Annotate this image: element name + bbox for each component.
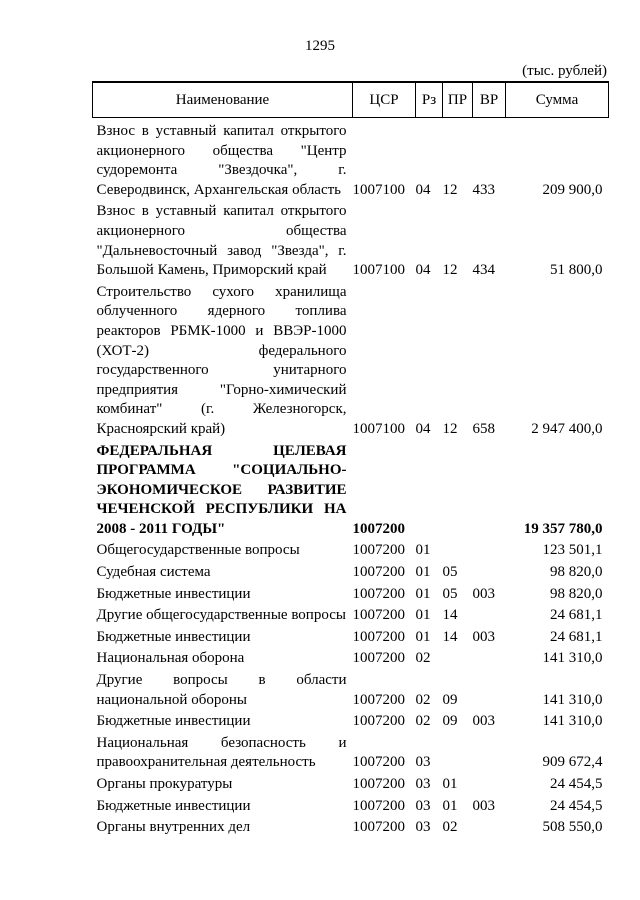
cell-csr: 1007100 — [352, 181, 405, 198]
cell-vr — [473, 648, 506, 670]
cell-rz: 02 — [415, 691, 431, 708]
cell-rz: 02 — [415, 713, 431, 730]
cell-pr — [443, 540, 473, 562]
cell-csr: 1007200 — [352, 776, 405, 792]
cell-name: Судебная система — [96, 564, 211, 581]
header-name: Наименование — [93, 82, 353, 118]
cell-name: Общегосударственные вопросы — [96, 542, 300, 559]
budget-table — [92, 81, 609, 839]
cell-sum: 909 672,4 — [542, 754, 603, 771]
table-row — [93, 796, 609, 818]
cell-vr — [473, 540, 506, 562]
cell-sum: 123 501,1 — [542, 542, 603, 559]
table-row — [93, 540, 609, 562]
cell-rz: 03 — [415, 819, 431, 836]
cell-rz: 04 — [415, 262, 431, 279]
cell-name: Взнос в уставный капитал открытого акционерного общества "Дальневосточный завод "Звезда", г. Большой Камень, Приморский край — [96, 203, 347, 279]
cell-name: ФЕДЕРАЛЬНАЯ ЦЕЛЕВАЯ ПРОГРАММА "СОЦИАЛЬНО-ЭКОНОМИЧЕСКОЕ РАЗВИТИЕ ЧЕЧЕНСКОЙ РЕСПУБЛИКИ НА 2008 - 2011 ГОДЫ" — [96, 442, 347, 537]
cell-csr: 1007200 — [352, 607, 405, 624]
cell-csr: 1007200 — [352, 564, 405, 581]
cell-pr: 09 — [442, 713, 458, 730]
header-rz: Рз — [416, 82, 443, 118]
cell-sum: 24 681,1 — [550, 607, 603, 624]
cell-sum: 51 800,0 — [550, 262, 603, 279]
cell-name: Другие общегосударственные вопросы — [96, 607, 346, 624]
cell-vr: 003 — [472, 585, 495, 602]
cell-sum: 98 820,0 — [550, 564, 603, 581]
table-row — [93, 648, 609, 670]
cell-rz: 02 — [415, 650, 431, 667]
cell-name: Бюджетные инвестиции — [96, 628, 251, 645]
cell-csr: 1007200 — [352, 819, 405, 836]
cell-pr: 12 — [442, 262, 458, 279]
cell-vr: 658 — [472, 420, 495, 437]
header-sum: Сумма — [506, 82, 609, 118]
table-row — [93, 670, 609, 711]
table-header-row — [93, 82, 609, 118]
cell-vr — [473, 733, 506, 774]
cell-sum: 209 900,0 — [542, 181, 603, 198]
cell-name: Другие вопросы в области национальной обороны — [96, 672, 347, 708]
cell-sum: 24 454,5 — [550, 797, 603, 814]
cell-csr: 1007100 — [352, 262, 405, 279]
cell-vr: 434 — [472, 262, 495, 279]
cell-csr: 1007200 — [352, 650, 405, 667]
table-row — [93, 733, 609, 774]
cell-name: Бюджетные инвестиции — [96, 585, 251, 602]
table-row — [93, 817, 609, 839]
cell-vr — [473, 774, 506, 796]
table-row — [93, 711, 609, 733]
table-row — [93, 774, 609, 796]
cell-pr: 12 — [442, 181, 458, 198]
cell-vr — [473, 670, 506, 711]
cell-pr: 12 — [442, 420, 458, 437]
cell-name: Органы прокуратуры — [96, 776, 233, 792]
cell-rz: 04 — [415, 420, 431, 437]
cell-sum: 141 310,0 — [542, 713, 603, 730]
cell-pr: 01 — [442, 797, 458, 814]
cell-name: Национальная безопасность и правоохранительная деятельность — [96, 734, 347, 771]
cell-pr: 09 — [442, 691, 458, 708]
cell-vr: 003 — [472, 628, 495, 645]
cell-pr — [443, 441, 473, 541]
cell-pr — [443, 733, 473, 774]
header-vr: ВР — [473, 82, 506, 118]
cell-rz: 01 — [415, 607, 431, 624]
cell-sum: 98 820,0 — [550, 585, 603, 602]
cell-vr — [473, 605, 506, 627]
table-row — [93, 282, 609, 441]
cell-rz: 04 — [415, 181, 431, 198]
cell-sum: 24 681,1 — [550, 628, 603, 645]
cell-csr: 1007100 — [352, 420, 405, 437]
cell-pr — [443, 648, 473, 670]
cell-pr: 02 — [442, 819, 458, 836]
cell-sum: 141 310,0 — [542, 650, 603, 667]
cell-sum: 2 947 400,0 — [531, 420, 603, 437]
cell-rz: 01 — [415, 585, 431, 602]
page-number: 1295 — [305, 38, 335, 54]
table-row — [93, 562, 609, 584]
cell-pr: 05 — [442, 585, 458, 602]
cell-vr: 003 — [472, 797, 495, 814]
cell-pr: 14 — [442, 607, 458, 624]
cell-csr: 1007200 — [352, 585, 405, 602]
cell-sum: 19 357 780,0 — [523, 520, 603, 537]
cell-vr — [473, 441, 506, 541]
cell-name: Национальная оборона — [96, 650, 245, 667]
cell-rz — [416, 441, 443, 541]
cell-sum: 141 310,0 — [542, 691, 603, 708]
cell-pr: 05 — [442, 564, 458, 581]
cell-name: Взнос в уставный капитал открытого акционерного общества "Центр судоремонта "Звездочка", г. Северодвинск, Архангельская область — [96, 123, 347, 198]
header-csr: ЦСР — [353, 82, 416, 118]
table-row — [93, 584, 609, 606]
units-label: (тыс. рублей) — [522, 63, 607, 79]
cell-csr: 1007200 — [352, 520, 405, 537]
cell-csr: 1007200 — [352, 542, 405, 559]
cell-pr: 14 — [442, 628, 458, 645]
cell-vr: 003 — [472, 713, 495, 730]
cell-name: Бюджетные инвестиции — [96, 797, 251, 814]
cell-vr — [473, 817, 506, 839]
cell-pr: 01 — [442, 776, 458, 792]
table-row — [93, 627, 609, 649]
cell-rz: 03 — [415, 797, 431, 814]
cell-name: Бюджетные инвестиции — [96, 713, 251, 730]
cell-csr: 1007200 — [352, 628, 405, 645]
cell-rz: 01 — [415, 542, 431, 559]
cell-vr: 433 — [472, 181, 495, 198]
cell-rz: 01 — [415, 564, 431, 581]
table-row — [93, 118, 609, 202]
cell-sum: 24 454,5 — [550, 776, 603, 792]
cell-name: Строительство сухого хранилища облученного ядерного топлива реакторов РБМК-1000 и ВВЭР-1000 (ХОТ-2) федерального государственного унитарного предприятия "Горно-химический комбинат" (г. Железногорск, Красноярский край) — [96, 283, 347, 437]
cell-vr — [473, 562, 506, 584]
cell-csr: 1007200 — [352, 797, 405, 814]
cell-sum: 508 550,0 — [542, 819, 603, 836]
cell-csr: 1007200 — [352, 691, 405, 708]
cell-csr: 1007200 — [352, 754, 405, 771]
cell-rz: 03 — [415, 776, 431, 792]
cell-rz: 01 — [415, 628, 431, 645]
table-row — [93, 441, 609, 541]
cell-rz: 03 — [415, 754, 431, 771]
cell-csr: 1007200 — [352, 713, 405, 730]
table-row — [93, 605, 609, 627]
header-pr: ПР — [443, 82, 473, 118]
cell-name: Органы внутренних дел — [96, 819, 251, 836]
table-row — [93, 201, 609, 281]
